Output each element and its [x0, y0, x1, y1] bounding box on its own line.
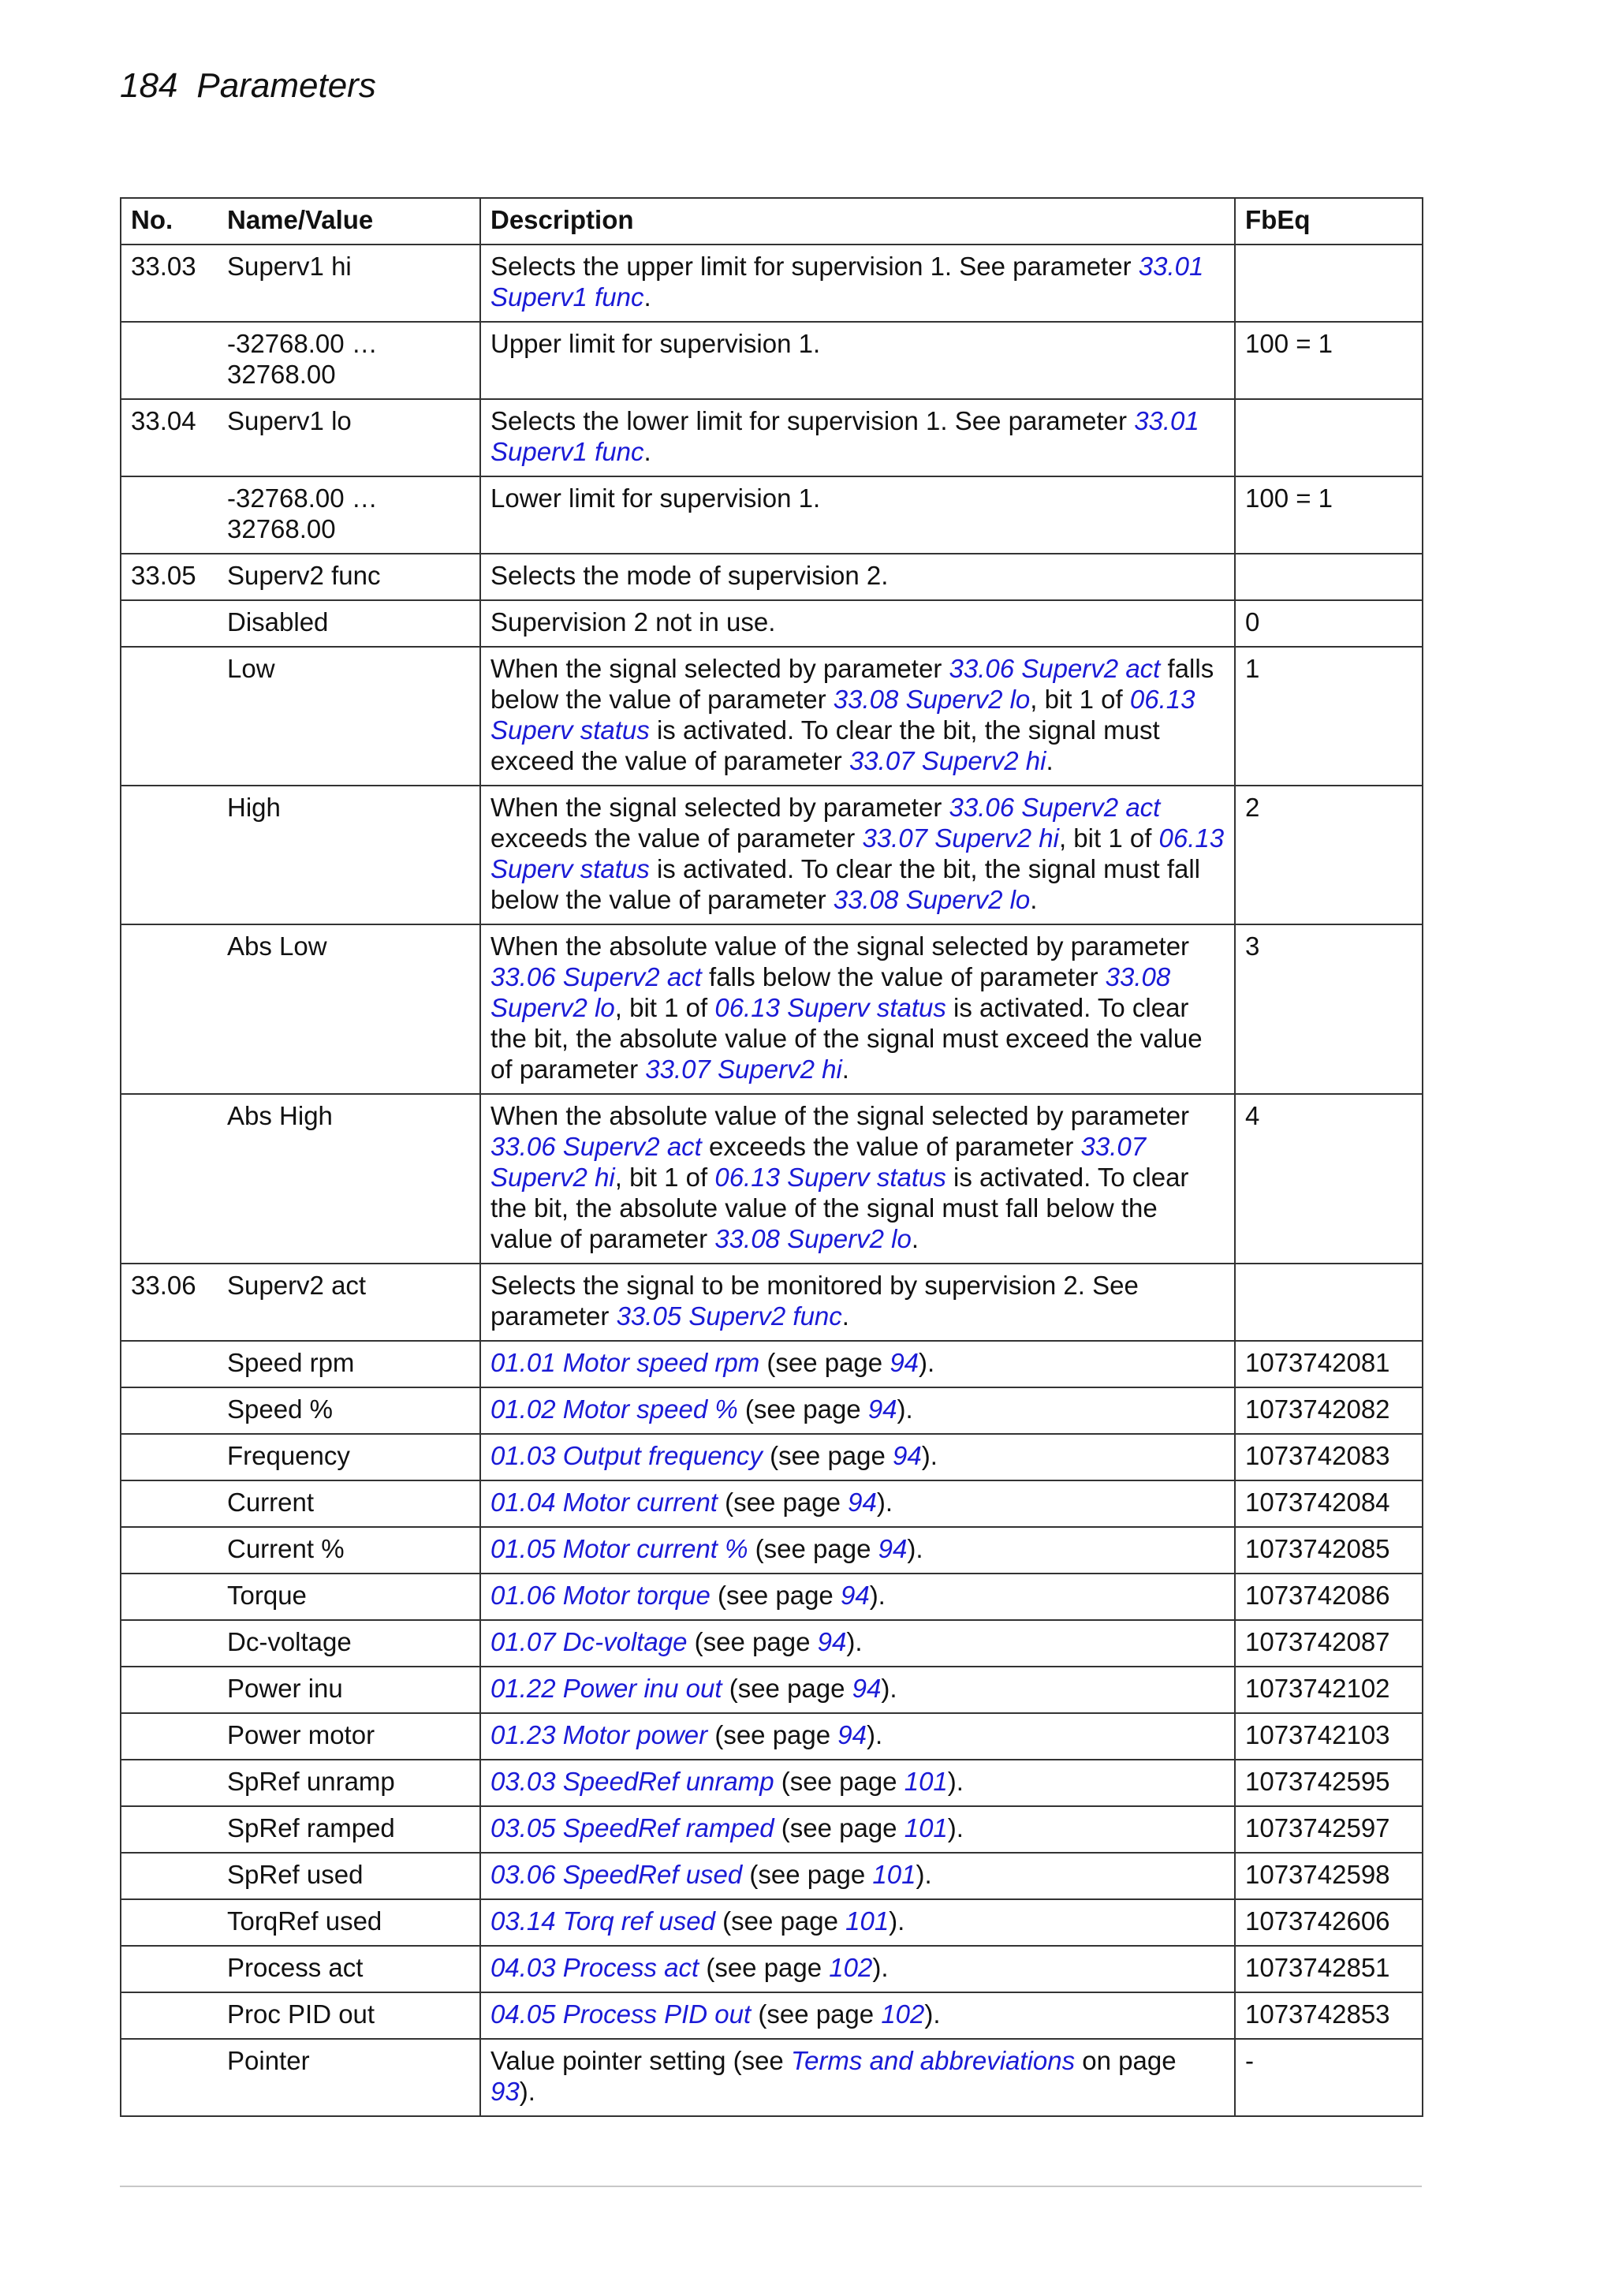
column-header-name-value: Name/Value [218, 198, 480, 245]
cross-reference-link[interactable]: 102 [829, 1953, 873, 1982]
table-row [121, 1480, 1423, 1527]
table-body [121, 245, 1423, 2116]
cell-fbeq [1235, 399, 1423, 476]
cell-parameter-number: 33.04 [121, 399, 218, 476]
cell-name-value: -32768.00 … 32768.00 [218, 322, 480, 399]
table-row [121, 647, 1423, 786]
description-text: Selects the signal to be monitored by supervision 2. See parameter [490, 1271, 1139, 1331]
cell-name-value: Proc PID out [218, 1992, 480, 2039]
description-text: (see page [707, 1720, 838, 1749]
table-row [121, 1713, 1423, 1760]
table-row [121, 1094, 1423, 1264]
cell-parameter-number [121, 1094, 218, 1264]
cross-reference-link[interactable]: 101 [845, 1906, 890, 1936]
cell-fbeq: 1073742597 [1235, 1806, 1423, 1853]
cross-reference-link[interactable]: 01.23 Motor power [490, 1720, 708, 1749]
section-title: Parameters [196, 66, 376, 105]
table-row [121, 1667, 1423, 1713]
cell-fbeq: 1073742084 [1235, 1480, 1423, 1527]
cross-reference-link[interactable]: 94 [848, 1488, 877, 1517]
description-text: ). [869, 1581, 886, 1610]
description-text: ). [867, 1720, 883, 1749]
cross-reference-link[interactable]: 33.01 Superv1 func [490, 406, 1199, 466]
cell-parameter-number [121, 1387, 218, 1434]
description-text: (see page [687, 1627, 818, 1656]
cross-reference-link[interactable]: 01.02 Motor speed % [490, 1394, 738, 1424]
cell-description [480, 2039, 1235, 2116]
page-number: 184 [120, 66, 178, 105]
description-text: ). [876, 1488, 893, 1517]
cell-parameter-number [121, 1946, 218, 1992]
description-text: ). [919, 1348, 935, 1377]
cell-description [480, 647, 1235, 786]
cross-reference-link[interactable]: 94 [840, 1581, 870, 1610]
description-text: (see page [762, 1441, 893, 1470]
cell-name-value: Abs Low [218, 924, 480, 1094]
cross-reference-link[interactable]: 94 [817, 1627, 847, 1656]
cell-description [480, 1853, 1235, 1899]
cell-description [480, 1387, 1235, 1434]
page-header [120, 66, 376, 106]
cell-parameter-number [121, 600, 218, 647]
cross-reference-link[interactable]: 33.08 Superv2 lo [833, 885, 1031, 914]
cross-reference-link[interactable]: 94 [852, 1674, 882, 1703]
table-row [121, 1387, 1423, 1434]
cell-description [480, 1667, 1235, 1713]
column-header-description: Description [480, 198, 1235, 245]
description-text: (see page [774, 1813, 904, 1842]
description-text: , bit 1 of [614, 993, 715, 1022]
cell-name-value: Power inu [218, 1667, 480, 1713]
cell-fbeq: 1073742086 [1235, 1574, 1423, 1620]
cell-fbeq [1235, 1264, 1423, 1341]
description-text: Lower limit for supervision 1. [490, 483, 821, 513]
cross-reference-link[interactable]: 01.22 Power inu out [490, 1674, 722, 1703]
cell-fbeq: 1073742082 [1235, 1387, 1423, 1434]
cell-name-value: Power motor [218, 1713, 480, 1760]
cell-name-value: Superv2 func [218, 554, 480, 600]
description-text: is activated. To clear the bit, the absolute value of the signal must exceed the value of parameter [490, 993, 1203, 1084]
cell-name-value: Disabled [218, 600, 480, 647]
description-text: . [643, 282, 651, 312]
cell-parameter-number [121, 647, 218, 786]
cross-reference-link[interactable]: 33.07 Superv2 hi [862, 823, 1059, 853]
cross-reference-link[interactable]: 04.05 Process PID out [490, 1999, 752, 2029]
description-text: , bit 1 of [1058, 823, 1159, 853]
description-text: . [841, 1055, 849, 1084]
cell-fbeq: 1073742085 [1235, 1527, 1423, 1574]
cell-parameter-number [121, 1992, 218, 2039]
cross-reference-link[interactable]: 94 [837, 1720, 867, 1749]
cell-parameter-number [121, 1527, 218, 1574]
cell-description [480, 600, 1235, 647]
cross-reference-link[interactable]: 33.07 Superv2 hi [849, 746, 1046, 775]
cross-reference-link[interactable]: 06.13 Superv status [490, 685, 1195, 745]
cell-parameter-number [121, 1620, 218, 1667]
description-text: ). [881, 1674, 897, 1703]
cell-description [480, 1480, 1235, 1527]
cell-name-value: High [218, 786, 480, 924]
cross-reference-link[interactable]: 33.07 Superv2 hi [645, 1055, 842, 1084]
cell-parameter-number: 33.03 [121, 245, 218, 322]
description-text: ). [897, 1394, 913, 1424]
description-text: is activated. To clear the bit, the signal must fall below the value of parameter [490, 854, 1201, 914]
cell-fbeq: 2 [1235, 786, 1423, 924]
description-text: (see page [737, 1394, 868, 1424]
cell-fbeq: 1073742081 [1235, 1341, 1423, 1387]
table-row [121, 1574, 1423, 1620]
cell-description [480, 1341, 1235, 1387]
description-text: Selects the upper limit for supervision 1. See parameter [490, 252, 1139, 281]
cell-fbeq: 0 [1235, 600, 1423, 647]
cell-name-value: SpRef ramped [218, 1806, 480, 1853]
description-text: ). [846, 1627, 863, 1656]
cross-reference-link[interactable]: 33.06 Superv2 act [490, 962, 702, 991]
cross-reference-link[interactable]: 33.08 Superv2 lo [833, 685, 1031, 714]
description-text: (see page [751, 1999, 882, 2029]
description-text: (see page [717, 1488, 849, 1517]
description-text: (see page [759, 1348, 890, 1377]
cell-name-value: Torque [218, 1574, 480, 1620]
cell-parameter-number [121, 924, 218, 1094]
table-row [121, 1434, 1423, 1480]
table-row [121, 786, 1423, 924]
cell-parameter-number [121, 1480, 218, 1527]
description-text: , bit 1 of [1030, 685, 1130, 714]
cell-description [480, 1760, 1235, 1806]
cross-reference-link[interactable]: 33.05 Superv2 func [616, 1301, 842, 1331]
cell-fbeq: 1 [1235, 647, 1423, 786]
cell-fbeq: 1073742851 [1235, 1946, 1423, 1992]
cross-reference-link[interactable]: 93 [490, 2077, 520, 2106]
table-row [121, 1620, 1423, 1667]
cell-fbeq: 1073742853 [1235, 1992, 1423, 2039]
cell-description [480, 1264, 1235, 1341]
cell-name-value: Pointer [218, 2039, 480, 2116]
description-text: When the signal selected by parameter [490, 654, 949, 683]
table-row [121, 600, 1423, 647]
cross-reference-link[interactable]: 01.05 Motor current % [490, 1534, 748, 1563]
description-text: ). [916, 1860, 932, 1889]
cross-reference-link[interactable]: 101 [904, 1767, 948, 1796]
cross-reference-link[interactable]: 01.07 Dc-voltage [490, 1627, 688, 1656]
cross-reference-link[interactable]: 33.06 Superv2 act [949, 654, 1161, 683]
description-text: Selects the lower limit for supervision 1. See parameter [490, 406, 1135, 435]
table-row [121, 1899, 1423, 1946]
cell-parameter-number [121, 1760, 218, 1806]
cell-fbeq [1235, 554, 1423, 600]
cell-name-value: Current [218, 1480, 480, 1527]
cell-fbeq: 1073742087 [1235, 1620, 1423, 1667]
cell-fbeq: 1073742598 [1235, 1853, 1423, 1899]
cell-parameter-number [121, 1853, 218, 1899]
cell-fbeq: 3 [1235, 924, 1423, 1094]
table-row [121, 476, 1423, 554]
cross-reference-link[interactable]: 04.03 Process act [490, 1953, 699, 1982]
cell-description [480, 476, 1235, 554]
cell-name-value: TorqRef used [218, 1899, 480, 1946]
cell-description [480, 1899, 1235, 1946]
cross-reference-link[interactable]: 06.13 Superv status [490, 823, 1225, 883]
cross-reference-link[interactable]: 33.06 Superv2 act [949, 793, 1161, 822]
table-row [121, 554, 1423, 600]
cross-reference-link[interactable]: 94 [878, 1534, 908, 1563]
cross-reference-link[interactable]: 101 [904, 1813, 948, 1842]
column-header-no: No. [121, 198, 218, 245]
cell-parameter-number: 33.06 [121, 1264, 218, 1341]
cross-reference-link[interactable]: 33.01 Superv1 func [490, 252, 1204, 312]
table-row [121, 1341, 1423, 1387]
table-row [121, 1760, 1423, 1806]
cell-parameter-number [121, 1341, 218, 1387]
table-row [121, 1946, 1423, 1992]
cell-parameter-number [121, 1899, 218, 1946]
cell-description [480, 1574, 1235, 1620]
description-text: When the signal selected by parameter [490, 793, 949, 822]
cross-reference-link[interactable]: 33.08 Superv2 lo [714, 1224, 912, 1253]
table-row [121, 2039, 1423, 2116]
cell-parameter-number [121, 2039, 218, 2116]
cross-reference-link[interactable]: 03.06 SpeedRef used [490, 1860, 743, 1889]
description-text: exceeds the value of parameter [701, 1132, 1081, 1161]
cell-fbeq: - [1235, 2039, 1423, 2116]
description-text: (see page [722, 1674, 852, 1703]
cell-name-value: Process act [218, 1946, 480, 1992]
table-row [121, 1527, 1423, 1574]
cell-name-value: Dc-voltage [218, 1620, 480, 1667]
cell-parameter-number [121, 786, 218, 924]
cell-parameter-number [121, 322, 218, 399]
cell-description [480, 554, 1235, 600]
cell-name-value: -32768.00 … 32768.00 [218, 476, 480, 554]
description-text: falls below the value of parameter [701, 962, 1106, 991]
cell-name-value: Speed % [218, 1387, 480, 1434]
cell-parameter-number [121, 1434, 218, 1480]
description-text: (see page [742, 1860, 873, 1889]
cross-reference-link[interactable]: 101 [872, 1860, 916, 1889]
description-text: is activated. To clear the bit, the absolute value of the signal must fall below the value of parameter [490, 1163, 1189, 1253]
cross-reference-link[interactable]: 102 [881, 1999, 925, 2029]
cell-description [480, 245, 1235, 322]
cross-reference-link[interactable]: 06.13 Superv status [714, 993, 946, 1022]
description-text: exceeds the value of parameter [490, 823, 863, 853]
description-text: Upper limit for supervision 1. [490, 329, 821, 358]
cell-description [480, 1434, 1235, 1480]
cell-description [480, 322, 1235, 399]
cell-fbeq [1235, 245, 1423, 322]
description-text: (see page [699, 1953, 830, 1982]
cross-reference-link[interactable]: 33.07 Superv2 hi [490, 1132, 1147, 1192]
cell-parameter-number [121, 1667, 218, 1713]
description-text: (see page [774, 1767, 904, 1796]
cell-fbeq: 1073742606 [1235, 1899, 1423, 1946]
cell-description [480, 399, 1235, 476]
description-text: (see page [710, 1581, 841, 1610]
table-row [121, 924, 1423, 1094]
cross-reference-link[interactable]: 01.04 Motor current [490, 1488, 718, 1517]
description-text: ). [889, 1906, 905, 1936]
cross-reference-link[interactable]: 33.08 Superv2 lo [490, 962, 1171, 1022]
table-row [121, 1853, 1423, 1899]
cell-parameter-number [121, 476, 218, 554]
description-text: (see page [714, 1906, 846, 1936]
cross-reference-link[interactable]: 03.03 SpeedRef unramp [490, 1767, 774, 1796]
cell-fbeq: 1073742102 [1235, 1667, 1423, 1713]
cross-reference-link[interactable]: 01.06 Motor torque [490, 1581, 711, 1610]
cell-description [480, 1992, 1235, 2039]
cell-fbeq: 100 = 1 [1235, 322, 1423, 399]
cross-reference-link[interactable]: 03.05 SpeedRef ramped [490, 1813, 774, 1842]
cell-name-value: Frequency [218, 1434, 480, 1480]
cell-description [480, 786, 1235, 924]
table-header-row [121, 198, 1423, 245]
cross-reference-link[interactable]: Terms and abbreviations [790, 2046, 1076, 2075]
description-text: falls below the value of parameter [490, 654, 1214, 714]
cell-name-value: Speed rpm [218, 1341, 480, 1387]
cross-reference-link[interactable]: 94 [867, 1394, 897, 1424]
cell-fbeq: 4 [1235, 1094, 1423, 1264]
description-text: (see page [748, 1534, 878, 1563]
cell-description [480, 1713, 1235, 1760]
table-row [121, 1992, 1423, 2039]
cell-name-value: Superv2 act [218, 1264, 480, 1341]
cell-fbeq: 1073742103 [1235, 1713, 1423, 1760]
cell-fbeq: 100 = 1 [1235, 476, 1423, 554]
description-text: ). [947, 1767, 964, 1796]
description-text: . [911, 1224, 919, 1253]
description-text: . [841, 1301, 849, 1331]
description-text: ). [947, 1813, 964, 1842]
cell-fbeq: 1073742083 [1235, 1434, 1423, 1480]
cell-parameter-number: 33.05 [121, 554, 218, 600]
description-text: ). [519, 2077, 535, 2106]
cell-name-value: Current % [218, 1527, 480, 1574]
description-text: . [1046, 746, 1054, 775]
cell-fbeq: 1073742595 [1235, 1760, 1423, 1806]
cell-parameter-number [121, 1806, 218, 1853]
parameter-table [120, 197, 1423, 2117]
cross-reference-link[interactable]: 94 [893, 1441, 922, 1470]
table-row [121, 1806, 1423, 1853]
column-header-fbeq: FbEq [1235, 198, 1423, 245]
cross-reference-link[interactable]: 33.06 Superv2 act [490, 1132, 702, 1161]
cell-name-value: SpRef unramp [218, 1760, 480, 1806]
cross-reference-link[interactable]: 03.14 Torq ref used [490, 1906, 715, 1936]
description-text: . [1030, 885, 1038, 914]
description-text: When the absolute value of the signal selected by parameter [490, 931, 1190, 961]
cross-reference-link[interactable]: 01.03 Output frequency [490, 1441, 763, 1470]
footer-divider [120, 2186, 1422, 2187]
cell-description [480, 1527, 1235, 1574]
table-row [121, 245, 1423, 322]
description-text: Supervision 2 not in use. [490, 607, 776, 637]
table-row [121, 1264, 1423, 1341]
cell-name-value: Superv1 lo [218, 399, 480, 476]
description-text: ). [921, 1441, 938, 1470]
description-text: , bit 1 of [614, 1163, 715, 1192]
description-text: ). [872, 1953, 889, 1982]
cross-reference-link[interactable]: 01.01 Motor speed rpm [490, 1348, 760, 1377]
description-text: is activated. To clear the bit, the signal must exceed the value of parameter [490, 715, 1160, 775]
cross-reference-link[interactable]: 94 [890, 1348, 919, 1377]
cell-description [480, 1806, 1235, 1853]
description-text: ). [924, 1999, 941, 2029]
table-row [121, 399, 1423, 476]
description-text: When the absolute value of the signal selected by parameter [490, 1101, 1190, 1130]
cell-description [480, 1620, 1235, 1667]
description-text: Value pointer setting (see [490, 2046, 791, 2075]
cell-parameter-number [121, 1574, 218, 1620]
cell-description [480, 1946, 1235, 1992]
cell-description [480, 924, 1235, 1094]
cell-description [480, 1094, 1235, 1264]
table-row [121, 322, 1423, 399]
cross-reference-link[interactable]: 06.13 Superv status [714, 1163, 946, 1192]
cell-parameter-number [121, 1713, 218, 1760]
cell-name-value: Abs High [218, 1094, 480, 1264]
description-text: on page [1075, 2046, 1177, 2075]
description-text: . [643, 437, 651, 466]
description-text: ). [907, 1534, 923, 1563]
cell-name-value: SpRef used [218, 1853, 480, 1899]
cell-name-value: Superv1 hi [218, 245, 480, 322]
cell-name-value: Low [218, 647, 480, 786]
description-text: Selects the mode of supervision 2. [490, 561, 889, 590]
